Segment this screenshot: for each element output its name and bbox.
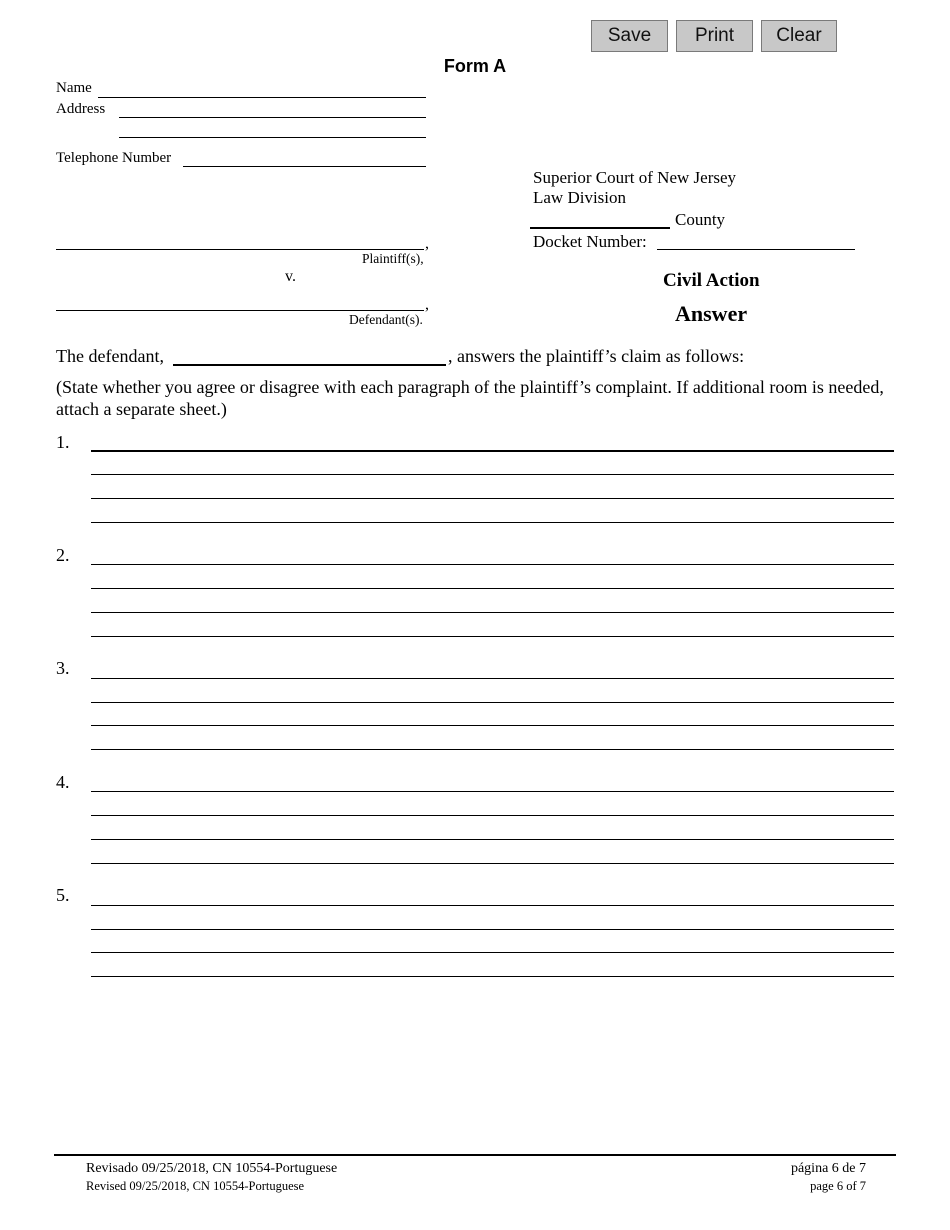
plaintiff-field[interactable] [56,249,424,250]
court-division: Law Division [533,188,627,207]
paragraph-number-1: 1. [56,432,70,452]
answer-3-line-3[interactable] [91,725,894,726]
answer-5-line-3[interactable] [91,952,894,953]
defendant-label: Defendant(s). [349,312,423,327]
answer-2-line-3[interactable] [91,612,894,613]
instructions-text: (State whether you agree or disagree with each paragraph of the plaintiff’s complaint. If additional room is needed, attach a separate sheet.) [56,377,884,419]
answer-5-line-1[interactable] [91,905,894,906]
answer-3-line-1[interactable] [91,678,894,679]
name-field[interactable] [98,97,426,98]
statement-suffix: , answers the plaintiff’s claim as follows: [448,346,745,366]
clear-button[interactable]: Clear [761,20,837,52]
footer-page-en: page 6 of 7 [810,1179,866,1193]
county-label: County [675,210,726,229]
address-label: Address [56,101,106,117]
form-title: Form A [443,56,507,76]
telephone-field[interactable] [183,166,426,167]
answer-3-line-4[interactable] [91,749,894,750]
statement-prefix: The defendant, [56,346,164,366]
defendant-name-field[interactable] [173,364,446,366]
court-name: Superior Court of New Jersey [533,168,737,187]
address-field-line2[interactable] [119,137,426,138]
paragraph-number-3: 3. [56,658,70,678]
document-title: Answer [675,301,748,326]
answer-4-line-3[interactable] [91,839,894,840]
answer-2-line-4[interactable] [91,636,894,637]
footer-page-pt: página 6 de 7 [790,1161,866,1176]
paragraph-number-2: 2. [56,545,70,565]
answer-2-line-2[interactable] [91,588,894,589]
footer-revised-pt: Revisado 09/25/2018, CN 10554-Portuguese [86,1161,338,1176]
telephone-label: Telephone Number [56,150,172,166]
answer-5-line-2[interactable] [91,929,894,930]
answer-4-line-4[interactable] [91,863,894,864]
print-button[interactable]: Print [676,20,753,52]
footer-divider [54,1154,896,1156]
address-field-line1[interactable] [119,117,426,118]
name-label: Name [56,80,92,96]
docket-label: Docket Number: [533,232,647,251]
footer-revised-en: Revised 09/25/2018, CN 10554-Portuguese [86,1179,305,1193]
answer-1-line-2[interactable] [91,474,894,475]
defendant-comma: , [425,296,429,313]
answer-2-line-1[interactable] [91,564,894,565]
plaintiff-comma: , [425,235,429,252]
plaintiff-label: Plaintiff(s), [362,251,424,266]
versus-label: v. [285,268,296,285]
paragraph-number-4: 4. [56,772,70,792]
save-button[interactable]: Save [591,20,668,52]
answer-4-line-2[interactable] [91,815,894,816]
answer-1-line-3[interactable] [91,498,894,499]
case-type: Civil Action [663,270,760,291]
answer-5-line-4[interactable] [91,976,894,977]
answer-1-line-1[interactable] [91,450,894,452]
answer-4-line-1[interactable] [91,791,894,792]
paragraph-number-5: 5. [56,885,70,905]
answer-3-line-2[interactable] [91,702,894,703]
docket-number-field[interactable] [657,249,855,250]
county-field[interactable] [530,227,670,229]
answer-1-line-4[interactable] [91,522,894,523]
defendant-field[interactable] [56,310,424,311]
